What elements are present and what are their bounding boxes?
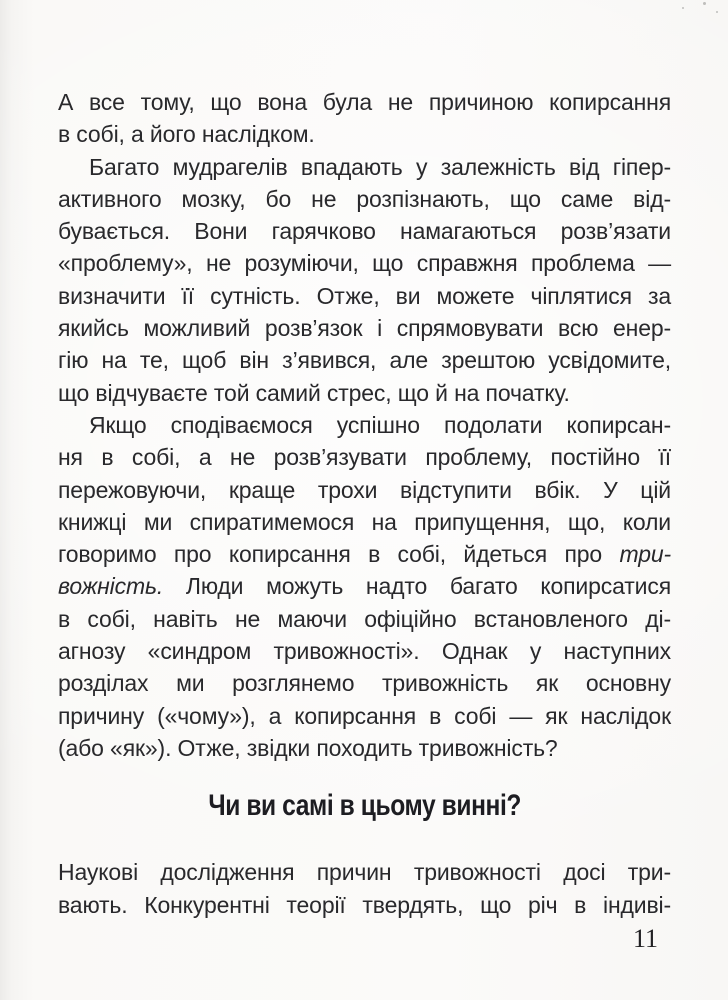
paragraph	[58, 856, 671, 921]
body-text: визначити її сутність. Отже, ви можете чіплятися за	[58, 282, 671, 309]
scan-speck	[682, 7, 684, 9]
text-line	[58, 215, 671, 247]
text-line	[58, 280, 671, 312]
section-heading-text: Чи ви самі в цьому винні?	[208, 789, 521, 823]
body-text: активного мозку, бо не розпізнають, що саме від-	[58, 185, 671, 212]
italic-text: три-	[619, 541, 671, 568]
body-text: бувається. Вони гарячково намагаються розв’язати	[58, 218, 671, 245]
text-line	[58, 732, 671, 764]
paragraph	[58, 86, 671, 151]
paragraph	[58, 409, 671, 764]
text-line	[58, 700, 671, 732]
text-line	[58, 312, 671, 344]
body-text: пережовуючи, краще трохи відступити вбік. У цій	[58, 476, 671, 503]
text-line	[58, 603, 671, 635]
scan-speck	[703, 2, 706, 5]
body-text: гію на те, щоб він з’явився, але зрештою усвідомите,	[58, 347, 671, 374]
text-line	[58, 247, 671, 279]
body-text: вають. Конкурентні теорії твердять, що річ в індиві-	[58, 891, 671, 918]
text-line	[58, 538, 671, 570]
body-text: в собі, навіть не маючи офіційно встановленого ді-	[58, 605, 671, 632]
scan-speck	[716, 11, 718, 13]
body-text: книжці ми спиратимемося на припущення, що, коли	[58, 508, 671, 535]
text-line	[58, 377, 671, 409]
body-text: причину («чому»), а копирсання в собі — як наслідок	[58, 702, 671, 729]
text-block	[58, 86, 671, 921]
text-line	[58, 183, 671, 215]
text-line	[58, 409, 671, 441]
text-line	[58, 506, 671, 538]
body-text: розділах ми розглянемо тривожність як основну	[58, 670, 671, 697]
body-text: Якщо сподіваємося успішно подолати копирсан-	[89, 411, 671, 438]
body-text: якийсь можливий розв’язок і спрямовувати всю енер-	[58, 315, 671, 342]
body-text: Наукові дослідження причин тривожності досі три-	[58, 859, 671, 886]
text-line	[58, 635, 671, 667]
text-line	[58, 344, 671, 376]
paragraph	[58, 151, 671, 409]
body-text: ня в собі, а не розв’язувати проблему, постійно її	[58, 444, 671, 471]
text-line	[58, 441, 671, 473]
text-line	[58, 570, 671, 602]
body-text: Багато мудрагелів впадають у залежність від гіпер-	[89, 153, 671, 180]
text-line	[58, 151, 671, 183]
body-text: Люди можуть надто багато копирсатися	[163, 573, 671, 600]
text-line	[58, 856, 671, 888]
italic-text: вожність.	[58, 573, 164, 600]
text-line	[58, 667, 671, 699]
body-text: що відчуваєте той самий стрес, що й на початку.	[58, 379, 570, 406]
text-line	[58, 474, 671, 506]
text-line	[58, 889, 671, 921]
text-line	[58, 118, 671, 150]
body-text: агнозу «синдром тривожності». Однак у наступних	[58, 638, 671, 665]
section-heading	[58, 786, 671, 826]
body-text: «проблему», не розуміючи, що справжня проблема —	[58, 250, 671, 277]
page-number: 11	[632, 924, 658, 953]
body-text: в собі, а його наслідком.	[58, 121, 315, 148]
body-text: говоримо про копирсання в собі, йдеться про	[58, 541, 620, 568]
body-text: А все тому, що вона була не причиною копирсання	[58, 89, 671, 115]
text-line	[58, 86, 671, 118]
body-text: (або «як»). Отже, звідки походить тривожність?	[58, 734, 558, 761]
